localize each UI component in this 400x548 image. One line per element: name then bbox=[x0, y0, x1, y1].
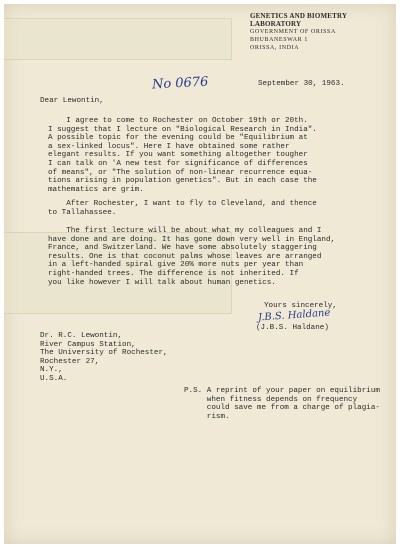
tape-strip-top bbox=[4, 18, 232, 60]
recipient-address: Dr. R.C. Lewontin, River Campus Station, The University of Rochester, Rochester 27, N.Y., U.S.A. bbox=[40, 332, 168, 383]
body-paragraph-2: After Rochester, I want to fly to Cleveland, and thence to Tallahassee. bbox=[48, 200, 317, 217]
letter-date: September 30, 1963. bbox=[258, 80, 345, 88]
typed-signature-name: (J.B.S. Haldane) bbox=[256, 324, 329, 332]
letterhead bbox=[250, 12, 396, 52]
closing: Yours sincerely, bbox=[264, 302, 337, 310]
letterhead-line-2: BHUBANESWAR 1 bbox=[250, 37, 308, 43]
handwritten-reference-number: No 0676 bbox=[151, 74, 209, 93]
salutation: Dear Lewontin, bbox=[40, 97, 104, 105]
letterhead-title: GENETICS AND BIOMETRY LABORATORY bbox=[250, 12, 348, 28]
body-paragraph-3: The first lecture will be about what my colleagues and I have done and are doing. It has gone down very well in England, France, and Switzerland. We have some absolutely staggering results. One is that coconut palms whose leaves are arranged in a left-handed spiral give 20% more nuts per year than right-handed trees. The difference is not inherited. If you like however I will talk about human genetics. bbox=[48, 227, 336, 287]
letterhead-line-1: GOVERNMENT OF ORISSA bbox=[250, 29, 336, 35]
letterhead-line-3: ORISSA, INDIA bbox=[250, 45, 300, 51]
letter-page bbox=[4, 4, 396, 544]
postscript: P.S. A reprint of your paper on equilibrium when fitness depends on frequency could save me from a charge of plagia- rism. bbox=[184, 387, 380, 421]
body-paragraph-1: I agree to come to Rochester on October 19th or 20th. I suggest that I lecture on "Biological Research in India". A possible topic for the evening could be "Equilibrium at a sex-linked locus". Here I have obtained some rather elegant results. If you want something altogether tougher I can talk on 'A new test for significance of differences of means", or "The solution of non-linear recurrence equa- tions arising in population genetics". But in each case the mathematics are grim. bbox=[48, 117, 317, 194]
handwritten-signature: J.B.S. Haldane bbox=[257, 307, 331, 324]
